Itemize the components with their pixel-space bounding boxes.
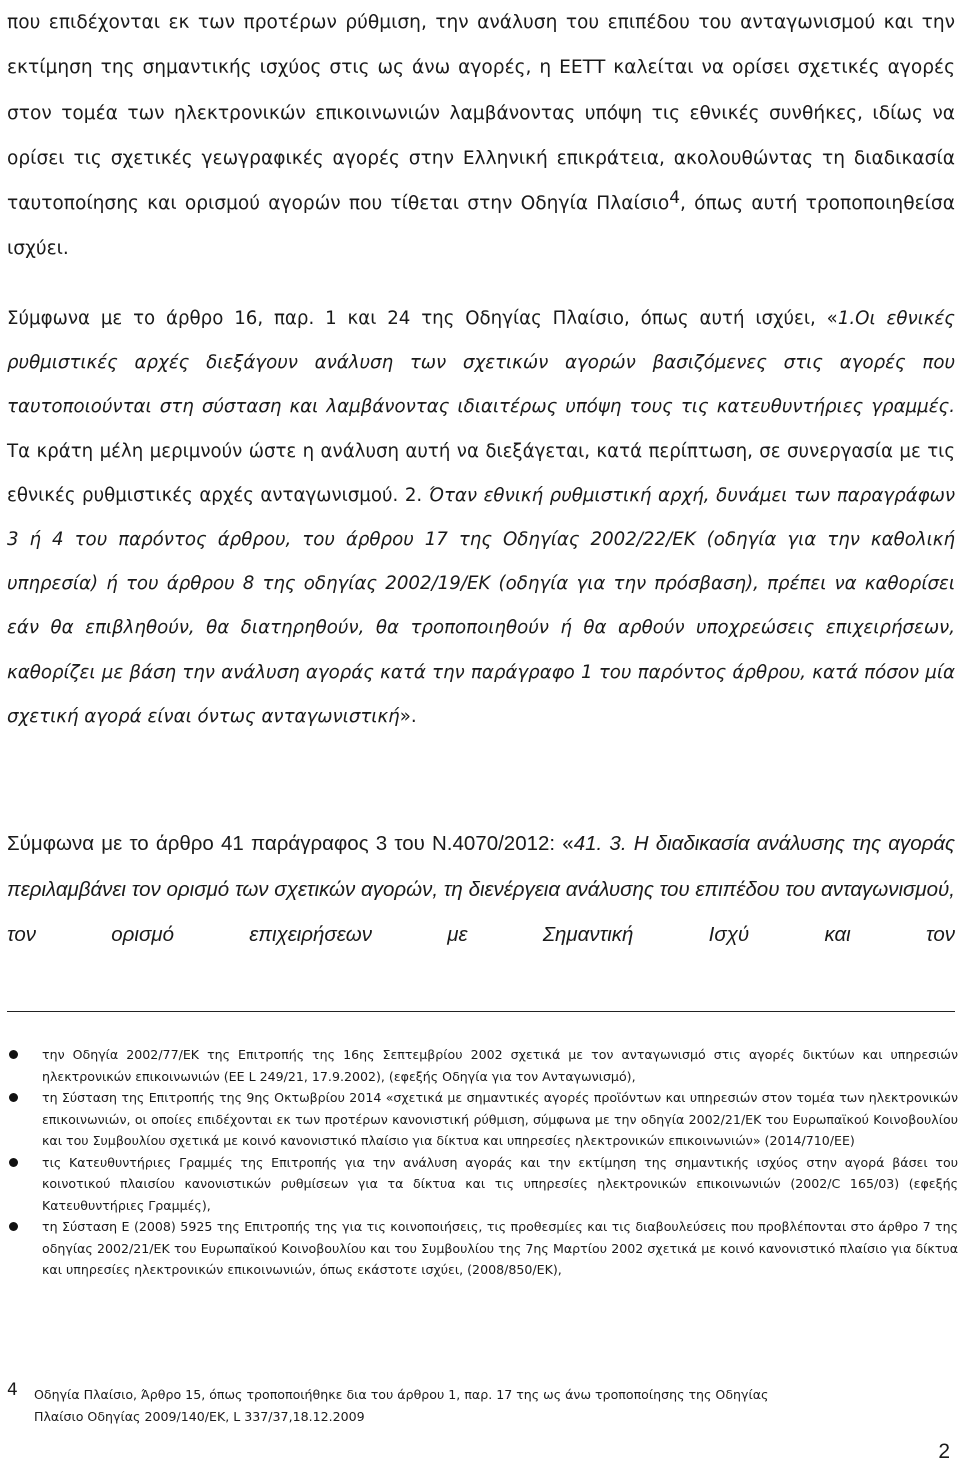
- article-16-close: ».: [399, 705, 417, 727]
- footnote-text-continued: Πλαίσιο Οδηγίας 2009/140/ΕΚ, L 337/37,18.12.2009: [34, 1408, 365, 1424]
- law-4070-intro: Σύμφωνα με το άρθρο 41 παράγραφος 3 του Ν.4070/2012: «: [7, 832, 574, 855]
- list-item: [0, 1087, 958, 1152]
- paragraph-market-definition: [7, 0, 955, 272]
- paragraph-text: που επιδέχονται εκ των προτέρων ρύθμιση, την ανάλυση του επιπέδου του ανταγωνισμού και την εκτίμηση της σημαντικής ισχύος στις ως άνω αγορές, η ΕΕΤΤ καλείται να ορίσει σχετικές αγορές στον τομέα των ηλεκτρονικών επικοινωνιών λαμβάνοντας υπόψη τις εθνικές συνθήκες, ιδίως να ορίσει τις σχετικές γεωγραφικές αγορές στην Ελληνική επικράτεια, ακολουθώντας τη διαδικασία ταυτοποίησης και ορισμού αγορών που τίθεται στην Οδηγία Πλαίσιο: [7, 12, 955, 215]
- list-item: [0, 1152, 958, 1217]
- list-item-text: την Οδηγία 2002/77/ΕΚ της Επιτροπής της 16ης Σεπτεμβρίου 2002 σχετικά με τον ανταγωνισμό στις αγορές δικτύων και υπηρεσιών ηλεκτρονικών επικοινωνιών (ΕΕ L 249/21, 17.9.2002), (εφεξής Οδηγία για τον Ανταγωνισμό),: [42, 1047, 958, 1084]
- footnote-separator: [7, 1011, 955, 1012]
- paragraph-text-end: , όπως αυτή τροποποιηθείσα ισχύει.: [7, 193, 955, 260]
- bullet-icon: [9, 1093, 18, 1102]
- list-item-text: τη Σύσταση Ε (2008) 5925 της Επιτροπής της για τις κοινοποιήσεις, τις προθεσμίες και τις διαβουλεύσεις που προβλέπονται στο άρθρο 7 της οδηγίας 2002/21/ΕΚ του Ευρωπαϊκού Κοινοβουλίου και του Συμβουλίου της 7ης Μαρτίου 2002 σχετικά με κοινό κανονιστικό πλαίσιο για δίκτυα και υπηρεσίες ηλεκτρονικών επικοινωνιών, όπως εκάστοτε ισχύει, (2008/850/ΕΚ),: [42, 1219, 958, 1277]
- bullet-icon: [9, 1222, 18, 1231]
- page-number: 2: [938, 1440, 950, 1463]
- bullet-icon: [9, 1050, 18, 1059]
- footnote-text: Οδηγία Πλαίσιο, Άρθρο 15, όπως τροποποιήθηκε δια του άρθρου 1, παρ. 17 της ως άνω τροποποίησης της Οδηγίας: [34, 1387, 769, 1402]
- list-item-text: τη Σύσταση της Επιτροπής της 9ης Οκτωβρίου 2014 «σχετικά με σημαντικές αγορές προϊόντων και υπηρεσιών στον τομέα των ηλεκτρονικών επικοινωνιών, οι οποίες επιδέχονται εκ των προτέρων κανονιστική ρύθμιση, σύμφωνα με την οδηγία 2002/21/ΕΚ του Ευρωπαϊκού Κοινοβουλίου και του Συμβουλίου σχετικά με κοινό κανονιστικό πλαίσιο για δίκτυα και υπηρεσίες ηλεκτρονικών επικοινωνιών» (2014/710/ΕΕ): [42, 1090, 958, 1148]
- list-item: [0, 1044, 958, 1087]
- list-item-text: τις Κατευθυντήριες Γραμμές της Επιτροπής για την ανάλυση αγοράς και την εκτίμηση της σημαντικής ισχύος στην αγορά βάσει του κοινοτικού πλαισίου κανονιστικών ρυθμίσεων για τα δίκτυα και τις υπηρεσίες ηλεκτρονικών επικοινωνιών (2002/C 165/03) (εφεξής Κατευθυντήριες Γραμμές),: [42, 1154, 958, 1213]
- article-16-quote-2: Όταν εθνική ρυθμιστική αρχή, δυνάμει των παραγράφων 3 ή 4 του παρόντος άρθρου, του άρθρου 17 της Οδηγίας 2002/22/ΕΚ (οδηγία για την καθολική υπηρεσία) ή του άρθρου 8 της οδηγίας 2002/19/ΕΚ (οδηγία για την πρόσβαση), πρέπει να καθορίσει εάν θα επιβληθούν, θα διατηρηθούν, θα τροποποιηθούν ή θα αρθούν υποχρεώσεις επιχειρήσεων, καθορίζει με βάση την ανάλυση αγοράς κατά την παράγραφο 1 του παρόντος άρθρου, κατά πόσον μία σχετική αγορά είναι όντως ανταγωνιστική: [7, 484, 955, 727]
- list-item: [0, 1216, 958, 1281]
- paragraph-article-16: [7, 297, 955, 739]
- article-16-intro: Σύμφωνα με το άρθρο 16, παρ. 1 και 24 της Οδηγίας Πλαίσιο, όπως αυτή ισχύει, «: [7, 308, 838, 329]
- bullet-icon: [9, 1158, 18, 1167]
- footnote-reference: 4: [669, 188, 681, 209]
- law-4070-quote: 41. 3. Η διαδικασία ανάλυσης της αγοράς περιλαμβάνει τον ορισμό των σχετικών αγορών, τη διενέργεια ανάλυσης του επιπέδου του ανταγωνισμού, τον ορισμό επιχειρήσεων με Σημαντική Ισχύ και τον: [7, 832, 956, 946]
- article-16-quote: 1.Οι εθνικές ρυθμιστικές αρχές διεξάγουν ανάλυση των σχετικών αγορών βασιζόμενες στις αγορές που ταυτοποιούνται στη σύσταση και λαμβάνοντας ιδιαιτέρως υπόψη τους τις κατευθυντήριες γραμμές.: [7, 308, 955, 418]
- paragraph-law-4070: [7, 821, 955, 958]
- footnote-bullet-list: [0, 1044, 960, 1281]
- footnote-4: [7, 1380, 955, 1427]
- footnote-number: 4: [7, 1380, 18, 1400]
- article-16-plain: Τα κράτη μέλη μεριμνούν ώστε η ανάλυση αυτή να διεξάγεται, κατά περίπτωση, σε συνεργασία με τις εθνικές ρυθμιστικές αρχές ανταγωνισμού. 2.: [7, 440, 955, 506]
